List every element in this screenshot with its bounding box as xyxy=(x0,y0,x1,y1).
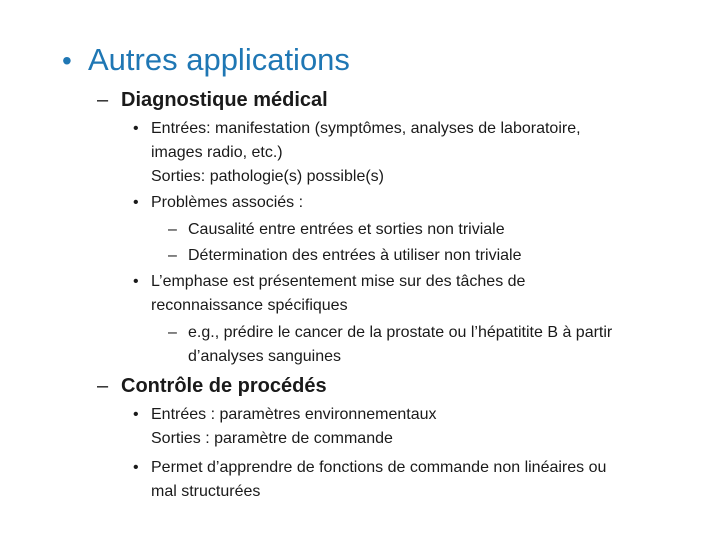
bullet-dot: • xyxy=(133,120,139,137)
section-heading-controle: – Contrôle de procédés xyxy=(97,375,327,397)
title-bullet: • xyxy=(62,45,72,76)
subbullet-causalite: – Causalité entre entrées et sorties non triviale xyxy=(168,221,505,238)
bullet-entrees-sorties-controle: • Entrées : paramètres environnementaux Sorties : paramètre de commande xyxy=(133,403,693,451)
bullet-permet-apprendre: • Permet d’apprendre de fonctions de commande non linéaires ou mal structurées xyxy=(133,456,693,504)
bullet-entrees-sorties-diagnostique: • Entrées: manifestation (symptômes, analyses de laboratoire, images radio, etc.) Sorties: pathologie(s) possible(s) xyxy=(133,117,693,189)
bullet-dot: • xyxy=(133,273,139,290)
bullet-dot: • xyxy=(133,406,139,423)
slide-title: Autres applications xyxy=(88,42,350,77)
bullet-problemes-associes: • Problèmes associés : xyxy=(133,191,693,215)
bullet-emphase: • L’emphase est présentement mise sur des tâches de reconnaissance spécifiques xyxy=(133,270,693,318)
subbullet-exemple-cancer: – e.g., prédire le cancer de la prostate ou l’hépatitite B à partir d’analyses sanguines xyxy=(168,324,613,365)
subbullet-determination: – Détermination des entrées à utiliser non triviale xyxy=(168,247,522,264)
bullet-dot: • xyxy=(133,194,139,211)
section-heading-diagnostique: – Diagnostique médical xyxy=(97,89,328,111)
slide-title-row xyxy=(62,40,350,81)
bullet-dot: • xyxy=(133,459,139,476)
